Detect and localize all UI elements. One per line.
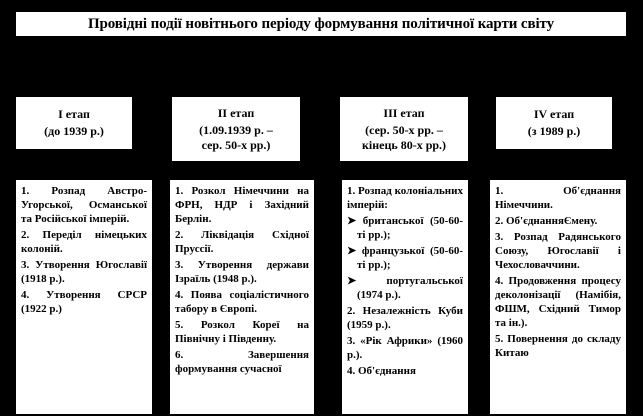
stage-period-3b: кінець 80-х рр.) <box>361 137 447 152</box>
stage-3-subitem: ➤ французької (50-60-ті рр.); <box>347 245 463 271</box>
stage-header-3 <box>338 95 470 163</box>
stage-1-item: 1. Розпад Австро-Угорської, Османської та Російської імперій. <box>21 185 147 225</box>
stage-4-item: 4. Продовження процесу деколонізації (Намібія, ФШМ, Східний Тимор та ін.). <box>495 275 621 329</box>
stage-1-item: 4. Утворення СРСР (1922 р.) <box>21 289 147 315</box>
stage-3-subitem: ➤ британської (50-60-ті рр.); <box>347 215 463 241</box>
stage-body-2 <box>168 178 316 416</box>
stage-name-2: ІІ етап <box>217 105 255 120</box>
stage-header-1 <box>14 95 134 151</box>
stage-2-item: 3. Утворення держави Ізраїль (1948 р.). <box>175 259 309 285</box>
stage-period-1: (до 1939 р.) <box>44 124 104 138</box>
stage-2-item: 1. Розкол Німеччини на ФРН, НДР і Західний Берлін. <box>175 185 309 225</box>
page-title <box>14 10 628 38</box>
stage-period-4: (з 1989 р.) <box>527 124 581 138</box>
stage-4-item: 2. Об'єднанняЄмену. <box>495 215 598 227</box>
stage-1-item: 2. Переділ німецьких колоній. <box>21 229 147 255</box>
stage-name-1: І етап <box>58 107 90 121</box>
stage-2-item: 2. Ліквідація Східної Пруссії. <box>175 229 309 255</box>
page-title-text: Провідні події новітнього періоду формування політичної карти світу <box>87 15 555 32</box>
stage-period-2: (1.09.1939 р. – <box>199 122 273 137</box>
stage-3-subitem: ➤ португальської (1974 р.). <box>347 275 463 301</box>
stage-2-item: 4. Поява соціалістичного табору в Європі. <box>175 289 309 315</box>
stage-4-item: 1. Об'єднання Німеччини. <box>495 185 621 211</box>
stage-header-2 <box>170 95 302 163</box>
stage-name-4: ІV етап <box>533 107 575 121</box>
stage-period-3: (сер. 50-х рр. – <box>365 122 443 137</box>
stage-1-item: 3. Утворення Югославії (1918 р.). <box>21 259 147 285</box>
stage-header-4 <box>494 95 614 151</box>
stage-name-3: ІІІ етап <box>383 105 425 120</box>
stage-3-item: 4. Об'єднання <box>347 365 416 377</box>
stage-3-item: 3. «Рік Африки» (1960 р.). <box>347 335 463 361</box>
stage-4-item: 3. Розпад Радянського Союзу, Югославії і Чехословаччини. <box>495 231 621 271</box>
stage-2-item: 5. Розкол Кореї на Північну і Південну. <box>175 319 309 345</box>
stage-body-1 <box>14 178 154 416</box>
stage-3-item: 1. Розпад колоніальних імперій: <box>347 185 463 211</box>
stage-body-3 <box>340 178 470 416</box>
stage-body-4 <box>488 178 628 416</box>
stage-2-item: 6. Завершення формування сучасної <box>175 349 309 375</box>
stage-period-2b: сер. 50-х рр.) <box>201 137 271 152</box>
stage-3-item: 2. Незалежність Куби (1959 р.). <box>347 305 463 331</box>
stage-4-item: 5. Повернення до складу Китаю <box>495 333 621 359</box>
